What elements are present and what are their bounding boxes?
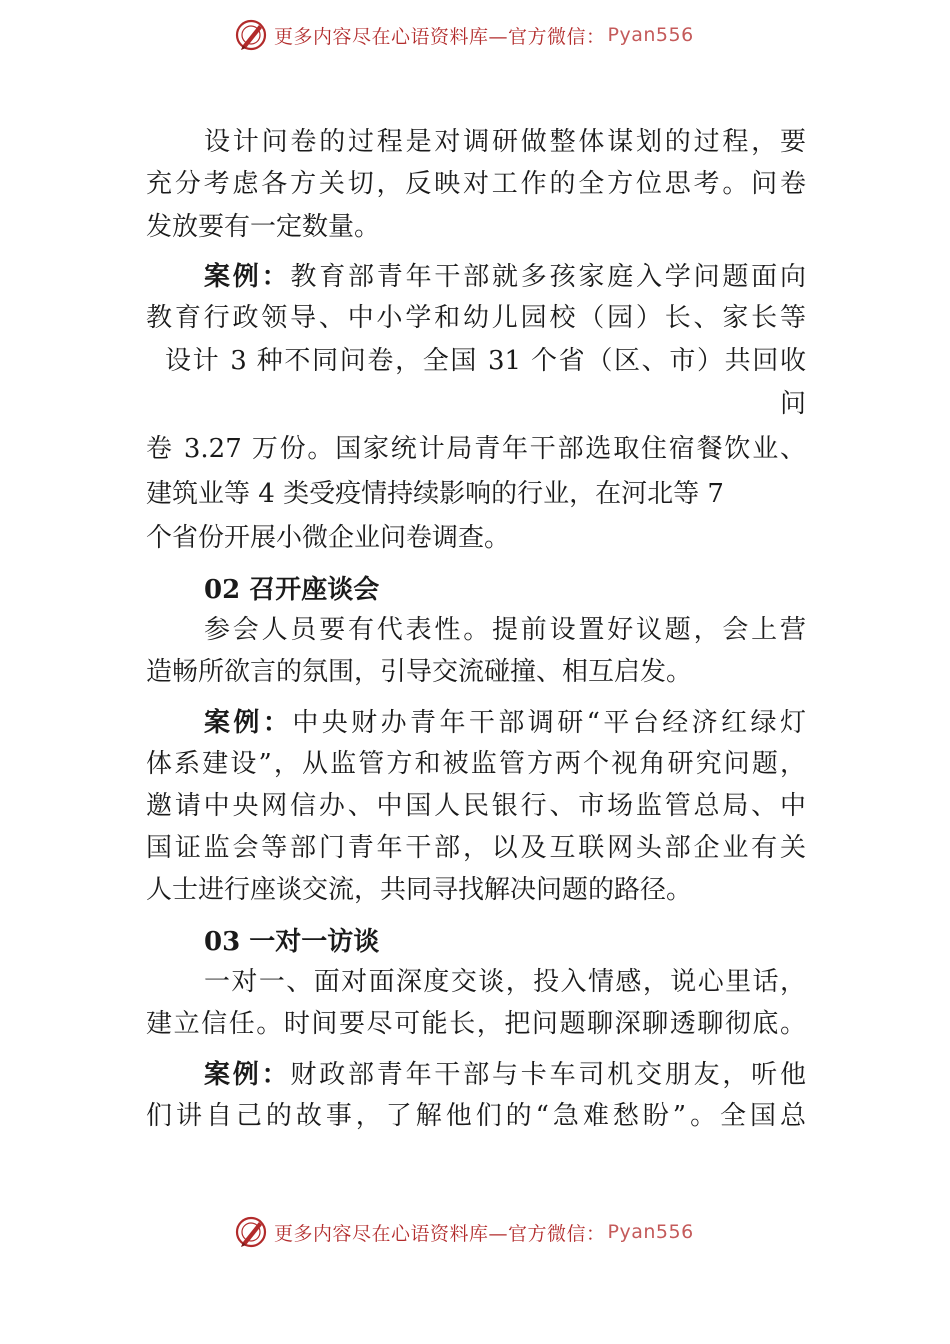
header-watermark	[234, 17, 694, 53]
pen-seal-logo-icon	[234, 1215, 268, 1249]
paragraph-line: 一对一、面对面深度交谈，投入情感，说心里话，	[204, 967, 806, 997]
watermark-text: 更多内容尽在心语资料库—官方微信：	[274, 25, 606, 48]
paragraph-line: 问	[779, 389, 806, 419]
paragraph-line: 发放要有一定数量。	[146, 212, 381, 242]
case-line: 案例：中央财办青年干部调研“平台经济红绿灯	[204, 708, 806, 738]
paragraph-line: 造畅所欲言的氛围，引导交流碰撞、相互启发。	[146, 657, 693, 687]
case-line: 案例：财政部青年干部与卡车司机交朋友，听他	[204, 1060, 806, 1090]
paragraph-line: 们讲自己的故事，了解他们的“急难愁盼”。全国总	[146, 1101, 806, 1131]
paragraph-line: 卷 3.27 万份。国家统计局青年干部选取住宿餐饮业、	[146, 434, 806, 464]
paragraph-line: 建立信任。时间要尽可能长，把问题聊深聊透聊彻底。	[146, 1009, 806, 1039]
paragraph-line: 邀请中央网信办、中国人民银行、市场监管总局、中	[146, 791, 806, 821]
paragraph-line: 设计问卷的过程是对调研做整体谋划的过程，要	[204, 127, 806, 157]
paragraph-line: 建筑业等 4 类受疫情持续影响的行业，在河北等 7	[146, 479, 724, 509]
footer-watermark	[234, 1214, 694, 1250]
watermark-text: 更多内容尽在心语资料库—官方微信：	[274, 1222, 606, 1245]
watermark-wechat-id: Pyan556	[607, 24, 694, 46]
paragraph-line: 教育行政领导、中小学和幼儿园校（园）长、家长等	[146, 303, 806, 333]
paragraph-line: 国证监会等部门青年干部，以及互联网头部企业有关	[146, 833, 806, 863]
paragraph-line: 体系建设”，从监管方和被监管方两个视角研究问题，	[146, 749, 806, 779]
paragraph-line: 充分考虑各方关切，反映对工作的全方位思考。问卷	[146, 169, 806, 199]
paragraph-line: 人士进行座谈交流，共同寻找解决问题的路径。	[146, 875, 693, 905]
case-label: 案例：	[204, 1060, 291, 1090]
section-heading: 03 一对一访谈	[204, 927, 380, 957]
paragraph-line: 个省份开展小微企业问卷调查。	[146, 523, 511, 553]
paragraph-line: 参会人员要有代表性。提前设置好议题，会上营	[204, 615, 806, 645]
pen-seal-logo-icon	[234, 18, 268, 52]
case-label: 案例：	[204, 708, 293, 738]
watermark-wechat-id: Pyan556	[607, 1221, 694, 1243]
case-line: 案例：教育部青年干部就多孩家庭入学问题面向	[204, 262, 806, 292]
paragraph-line: 设计 3 种不同问卷，全国 31 个省（区、市）共回收	[165, 346, 806, 376]
section-heading: 02 召开座谈会	[204, 575, 380, 605]
case-label: 案例：	[204, 262, 291, 292]
